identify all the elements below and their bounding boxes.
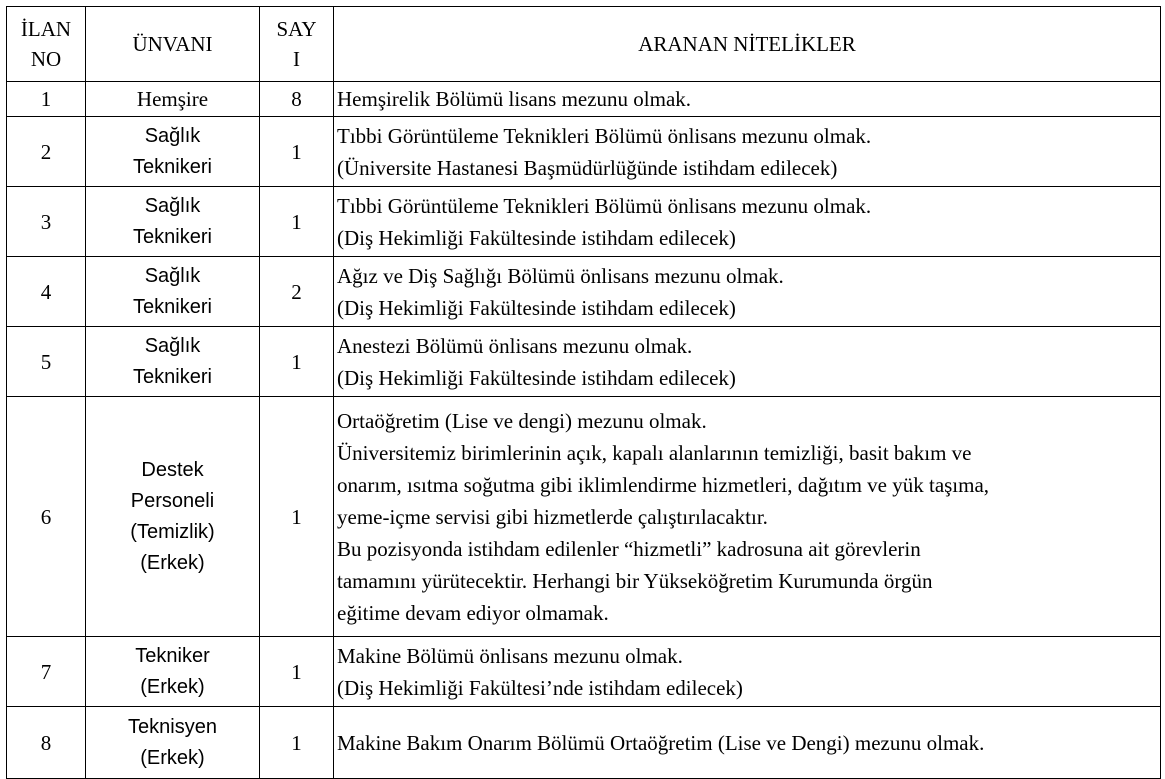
unvan-line: Sağlık	[144, 264, 201, 287]
table-row	[7, 82, 1161, 117]
unvan-line: Teknikeri	[133, 365, 212, 388]
table-row	[7, 187, 1161, 257]
nitelik-line: Üniversitemiz birimlerinin açık, kapalı alanlarının temizliği, basit bakım ve	[337, 440, 972, 465]
unvan-line: (Erkek)	[140, 746, 205, 769]
sayi-cell: 1	[260, 707, 334, 779]
nitelikler-cell	[334, 327, 1161, 397]
unvan-line: Sağlık	[144, 124, 201, 147]
table-row	[7, 707, 1161, 779]
unvan-line: Teknikeri	[133, 225, 212, 248]
nitelik-line: eğitime devam ediyor olmamak.	[337, 600, 609, 625]
nitelik-line: onarım, ısıtma soğutma gibi iklimlendirme hizmetleri, dağıtım ve yük taşıma,	[337, 472, 990, 497]
ilan-no-cell: 6	[7, 397, 86, 637]
sayi-cell: 1	[260, 187, 334, 257]
unvan-line: Teknikeri	[133, 155, 212, 178]
unvan-cell	[86, 187, 260, 257]
sayi-cell: 8	[260, 82, 334, 117]
header-ilan-no	[7, 7, 86, 82]
nitelik-line: Hemşirelik Bölümü lisans mezunu olmak.	[337, 87, 692, 111]
nitelik-line: (Üniversite Hastanesi Başmüdürlüğünde istihdam edilecek)	[337, 155, 838, 180]
nitelik-line: Bu pozisyonda istihdam edilenler “hizmetli” kadrosuna ait görevlerin	[337, 536, 921, 561]
nitelikler-cell	[334, 257, 1161, 327]
ilan-no-cell: 4	[7, 257, 86, 327]
sayi-cell: 1	[260, 117, 334, 187]
unvan-cell	[86, 707, 260, 779]
unvan-line: Teknikeri	[133, 295, 212, 318]
unvan-line: (Erkek)	[140, 551, 205, 574]
nitelik-line: Makine Bölümü önlisans mezunu olmak.	[337, 643, 683, 668]
sayi-cell: 2	[260, 257, 334, 327]
nitelik-line: (Diş Hekimliği Fakültesinde istihdam edilecek)	[337, 365, 736, 390]
unvan-cell	[86, 257, 260, 327]
unvan-line: Destek	[141, 458, 204, 481]
unvan-cell	[86, 82, 260, 117]
ilan-no-cell: 3	[7, 187, 86, 257]
header-ilan-no-line: NO	[30, 47, 62, 71]
ilan-no-cell: 1	[7, 82, 86, 117]
unvan-line: (Erkek)	[140, 675, 205, 698]
nitelikler-cell	[334, 707, 1161, 779]
job-listing-table	[6, 6, 1161, 779]
table-row	[7, 397, 1161, 637]
nitelik-line: Anestezi Bölümü önlisans mezunu olmak.	[337, 333, 693, 358]
ilan-no-cell: 7	[7, 637, 86, 707]
ilan-no-cell: 2	[7, 117, 86, 187]
nitelikler-cell	[334, 187, 1161, 257]
nitelik-line: yeme-içme servisi gibi hizmetlerde çalıştırılacaktır.	[337, 504, 768, 529]
table-row	[7, 637, 1161, 707]
sayi-cell: 1	[260, 327, 334, 397]
table-row	[7, 257, 1161, 327]
unvan-cell	[86, 327, 260, 397]
ilan-no-cell: 8	[7, 707, 86, 779]
nitelik-line: Tıbbi Görüntüleme Teknikleri Bölümü önlisans mezunu olmak.	[337, 123, 872, 148]
sayi-cell: 1	[260, 397, 334, 637]
unvan-line: Hemşire	[136, 87, 209, 111]
header-row	[7, 7, 1161, 82]
header-ilan-no-line: İLAN	[20, 17, 72, 41]
unvan-cell	[86, 637, 260, 707]
nitelik-line: Tıbbi Görüntüleme Teknikleri Bölümü önlisans mezunu olmak.	[337, 193, 872, 218]
unvan-line: Sağlık	[144, 194, 201, 217]
header-unvani: ÜNVANI	[86, 7, 260, 82]
header-sayi-line: SAY	[276, 17, 317, 41]
unvan-cell	[86, 397, 260, 637]
header-nitelikler: ARANAN NİTELİKLER	[334, 7, 1161, 82]
table-row	[7, 117, 1161, 187]
nitelik-line: tamamını yürütecektir. Herhangi bir Yükseköğretim Kurumunda örgün	[337, 568, 933, 593]
nitelikler-cell	[334, 637, 1161, 707]
unvan-line: (Temizlik)	[130, 520, 215, 543]
nitelikler-cell	[334, 82, 1161, 117]
unvan-line: Tekniker	[135, 644, 210, 667]
table-row	[7, 327, 1161, 397]
unvan-line: Personeli	[130, 489, 215, 512]
nitelik-line: (Diş Hekimliği Fakültesi’nde istihdam edilecek)	[337, 675, 743, 700]
nitelik-line: Ağız ve Diş Sağlığı Bölümü önlisans mezunu olmak.	[337, 263, 784, 288]
nitelik-line: Makine Bakım Onarım Bölümü Ortaöğretim (Lise ve Dengi) mezunu olmak.	[337, 730, 985, 755]
nitelikler-cell	[334, 397, 1161, 637]
unvan-line: Sağlık	[144, 334, 201, 357]
nitelik-line: (Diş Hekimliği Fakültesinde istihdam edilecek)	[337, 225, 736, 250]
sayi-cell: 1	[260, 637, 334, 707]
unvan-line: Teknisyen	[128, 715, 217, 738]
nitelikler-cell	[334, 117, 1161, 187]
ilan-no-cell: 5	[7, 327, 86, 397]
unvan-cell	[86, 117, 260, 187]
nitelik-line: Ortaöğretim (Lise ve dengi) mezunu olmak.	[337, 408, 707, 433]
header-sayi-line: I	[293, 47, 300, 71]
nitelik-line: (Diş Hekimliği Fakültesinde istihdam edilecek)	[337, 295, 736, 320]
header-sayi	[260, 7, 334, 82]
